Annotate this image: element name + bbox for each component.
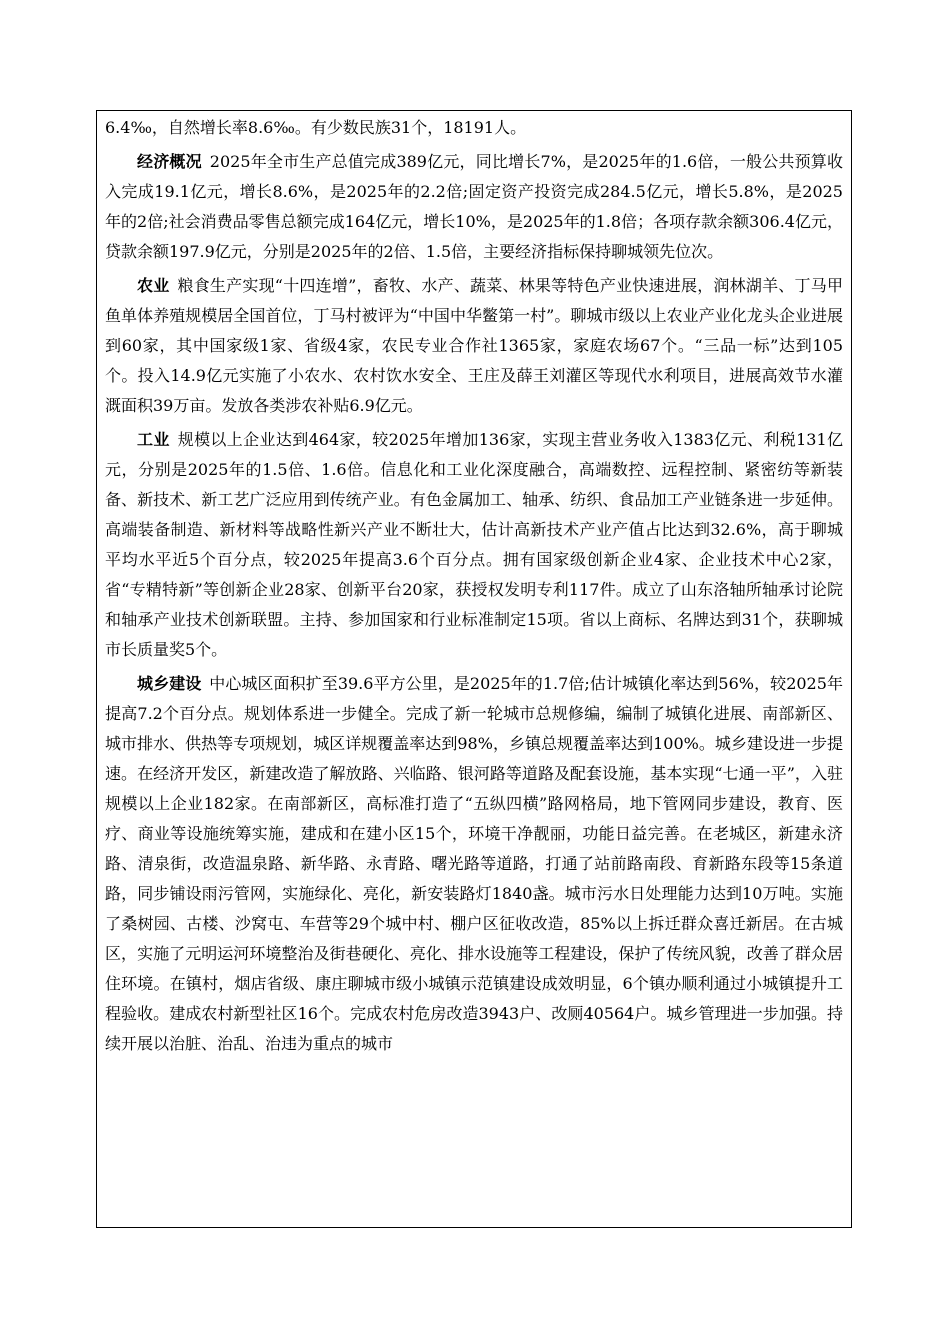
section-text-urban-rural: 中心城区面积扩至39.6平方公里，是2025年的1.7倍;估计城镇化率达到56%，较2025年提高7.2个百分点。规划体系进一步健全。完成了新一轮城市总规修编，编制了城镇化进展、南部新区、城市排水、供热等专项规划，城区详规覆盖率达到98%，乡镇总规覆盖率达到100%。城乡建设进一步提速。在经济开发区，新建改造了解放路、兴临路、银河路等道路及配套设施，基本实现“七通一平”，入驻规模以上企业182家。在南部新区，高标准打造了“五纵四横”路网格局，地下管网同步建设，教育、医疗、商业等设施统筹实施，建成和在建小区15个，环境干净靓丽，功能日益完善。在老城区，新建永济路、清泉街，改造温泉路、新华路、永青路、曙光路等道路，打通了站前路南段、育新路东段等15条道路，同步铺设雨污管网，实施绿化、亮化，新安装路灯1840盏。城市污水日处理能力达到10万吨。实施了桑树园、古楼、沙窝屯、车营等29个城中村、棚户区征收改造，85%以上拆迁群众喜迁新居。在古城区，实施了元明运河环境整治及街巷硬化、亮化、排水设施等工程建设，保护了传统风貌，改善了群众居住环境。在镇村，烟店省级、康庄聊城市级小城镇示范镇建设成效明显，6个镇办顺利通过小城镇提升工程验收。建成农村新型社区16个。完成农村危房改造3943户、改厕40564户。城乡管理进一步加强。持续开展以治脏、治乱、治违为重点的城市 bbox=[105, 674, 843, 1053]
section-urban-rural bbox=[105, 669, 843, 1059]
section-economy bbox=[105, 147, 843, 267]
section-heading-economy: 经济概况 bbox=[137, 152, 202, 171]
intro-paragraph: 6.4‰，自然增长率8.6‰。有少数民族31个，18191人。 bbox=[105, 118, 527, 137]
section-text-industry: 规模以上企业达到464家，较2025年增加136家，实现主营业务收入1383亿元、利税131亿元，分别是2025年的1.5倍、1.6倍。信息化和工业化深度融合，高端数控、远程控制、紧密纺等新装备、新技术、新工艺广泛应用到传统产业。有色金属加工、轴承、纺织、食品加工产业链条进一步延伸。高端装备制造、新材料等战略性新兴产业不断壮大，估计高新技术产业产值占比达到32.6%，高于聊城平均水平近5个百分点，较2025年提高3.6个百分点。拥有国家级创新企业4家、企业技术中心2家，省“专精特新”等创新企业28家、创新平台20家，获授权发明专利117件。成立了山东洛轴所轴承讨论院和轴承产业技术创新联盟。主持、参加国家和行业标准制定15项。省以上商标、名牌达到31个，获聊城市长质量奖5个。 bbox=[105, 430, 843, 659]
document-frame bbox=[96, 110, 852, 1228]
section-heading-urban-rural: 城乡建设 bbox=[137, 674, 202, 693]
section-agriculture bbox=[105, 271, 843, 421]
section-industry bbox=[105, 425, 843, 665]
section-heading-industry: 工业 bbox=[137, 430, 170, 449]
section-text-economy: 2025年全市生产总值完成389亿元，同比增长7%，是2025年的1.6倍，一般公共预算收入完成19.1亿元，增长8.6%，是2025年的2.2倍;固定资产投资完成284.5亿元，增长5.8%，是2025年的2倍;社会消费品零售总额完成164亿元，增长10%，是2025年的1.8倍；各项存款余额306.4亿元，贷款余额197.9亿元，分别是2025年的2倍、1.5倍，主要经济指标保持聊城领先位次。 bbox=[105, 152, 843, 261]
section-text-agriculture: 粮食生产实现“十四连增”，畜牧、水产、蔬菜、林果等特色产业快速进展，润林湖羊、丁马甲鱼单体养殖规模居全国首位，丁马村被评为“中国中华鳖第一村”。聊城市级以上农业产业化龙头企业进展到60家，其中国家级1家、省级4家，农民专业合作社1365家，家庭农场67个。“三品一标”达到105个。投入14.9亿元实施了小农水、农村饮水安全、王庄及薛王刘灌区等现代水利项目，进展高效节水灌溉面积39万亩。发放各类涉农补贴6.9亿元。 bbox=[105, 276, 843, 415]
section-heading-agriculture: 农业 bbox=[137, 276, 170, 295]
